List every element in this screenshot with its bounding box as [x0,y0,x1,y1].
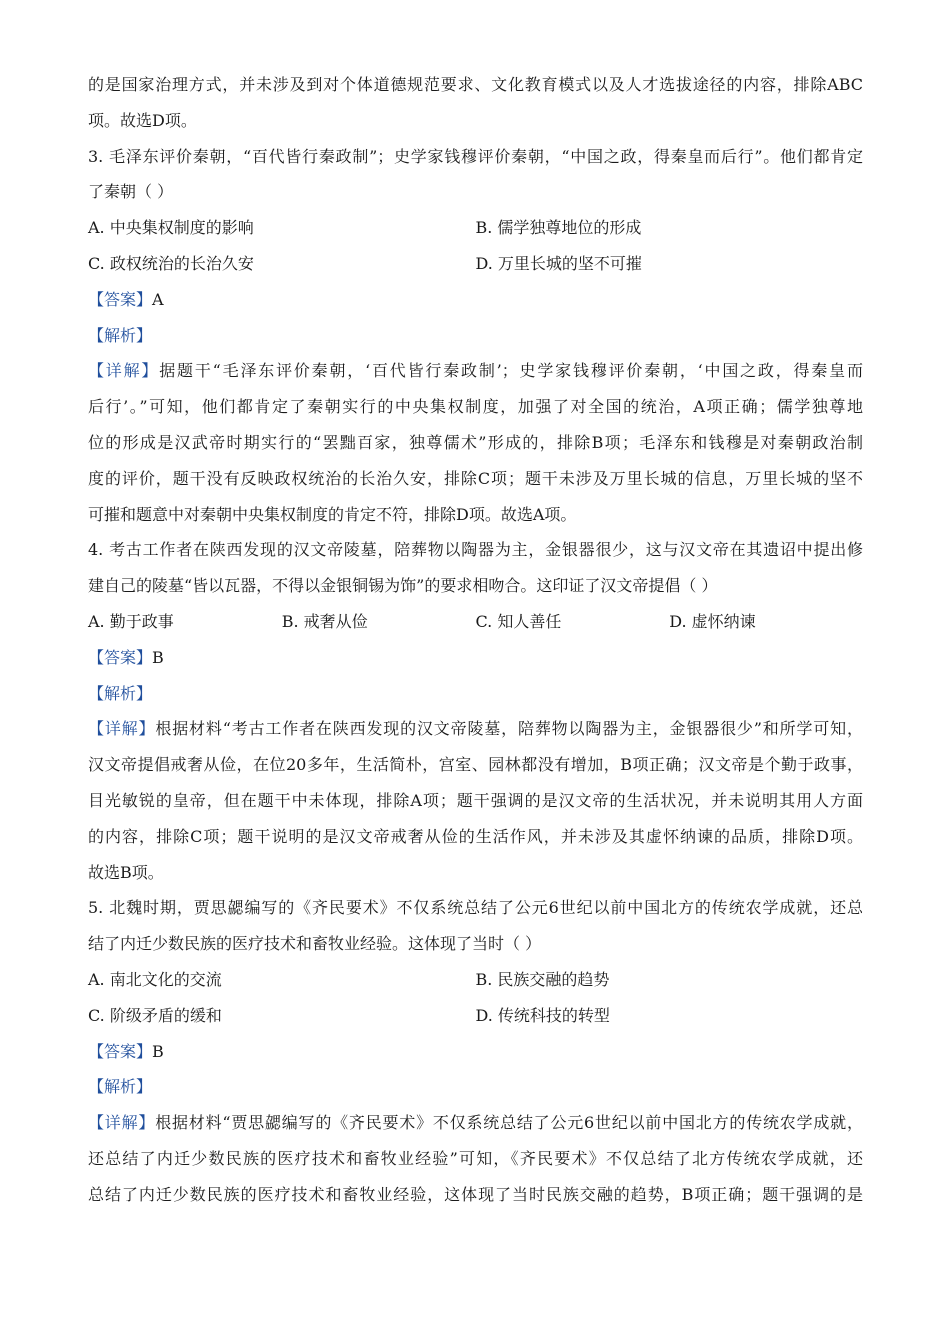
q5-answer-value: B [152,1041,164,1061]
q4-answer-tag: 【答案】 [88,647,153,667]
q3-detail-tag: 【详解】 [88,361,160,381]
q3-detail-line-4: 度的评价，题干没有反映政权统治的长治久安，排除C项；题干未涉及万里长城的信息，万里长城的坚不 [88,468,863,488]
q5-answer [88,1041,863,1077]
q4-option-b: B. 戒奢从俭 [281,611,368,631]
q4-detail-line-2: 汉文帝提倡戒奢从俭，在位20多年，生活简朴，宫室、园林都没有增加，B项正确；汉文帝是个勤于政事， [88,755,863,775]
q3-answer [88,289,863,325]
prev-analysis-line-2: 项。故选D项。 [88,110,197,130]
q5-option-a: A. 南北文化的交流 [88,969,222,989]
q5-option-d: D. 传统科技的转型 [475,1005,610,1025]
q3-option-b: B. 儒学独尊地位的形成 [475,218,642,238]
q4-detail-tag: 【详解】 [88,719,156,739]
q5-stem-line-2: 结了内迁少数民族的医疗技术和畜牧业经验。这体现了当时（ ） [88,934,542,954]
q4-option-c: C. 知人善任 [475,611,562,631]
q4-stem-line-2: 建自己的陵墓“皆以瓦器，不得以金银铜锡为饰”的要求相吻合。这印证了汉文帝提倡（ ） [88,576,718,596]
q3-detail-line-5: 可摧和题意中对秦朝中央集权制度的肯定不符，排除D项。故选A项。 [88,504,577,524]
q5-detail-tag: 【详解】 [88,1113,156,1133]
q4-stem-line-1: 4. 考古工作者在陕西发现的汉文帝陵墓，陪葬物以陶器为主，金银器很少，这与汉文帝在其遗诏中提出修 [88,540,863,560]
q5-stem-line-1: 5. 北魏时期，贾思勰编写的《齐民要术》不仅系统总结了公元6世纪以前中国北方的传统农学成就，还总 [88,898,863,918]
q4-detail-line-3: 目光敏锐的皇帝，但在题干中未体现，排除A项；题干强调的是汉文帝的生活状况，并未说明其用人方面 [88,790,863,810]
q4-option-a: A. 勤于政事 [88,611,174,631]
q5-answer-tag: 【答案】 [88,1041,153,1061]
prev-analysis-line-1: 的是国家治理方式，并未涉及到对个体道德规范要求、文化教育模式以及人才选拔途径的内容，排除ABC [88,75,863,94]
q3-detail-line-2: 后行’。”可知，他们都肯定了秦朝实行的中央集权制度，加强了对全国的统治，A项正确；儒学独尊地 [88,397,863,417]
q5-options-row-1 [88,969,863,1005]
q5-options-row-2 [88,1005,863,1041]
q3-options-row-2 [88,253,863,289]
q3-stem-line-2: 了秦朝（ ） [88,182,174,202]
document-page [88,74,863,1220]
q4-answer [88,647,863,683]
q4-option-d: D. 虚怀纳谏 [669,611,756,631]
q3-option-a: A. 中央集权制度的影响 [88,218,254,238]
q3-options-row-1 [88,217,863,253]
q3-option-c: C. 政权统治的长治久安 [88,253,254,273]
q4-detail-text-1: 根据材料“考古工作者在陕西发现的汉文帝陵墓，陪葬物以陶器为主，金银器很少”和所学可知， [155,719,863,739]
q5-detail-line-2: 还总结了内迁少数民族的医疗技术和畜牧业经验”可知，《齐民要术》不仅总结了北方传统农学成就，还 [88,1148,863,1168]
q4-detail-line-4: 的内容，排除C项；题干说明的是汉文帝戒奢从俭的生活作风，并未涉及其虚怀纳谏的品质，排除D项。 [88,826,863,846]
q3-analysis [88,325,863,361]
q5-analysis [88,1076,863,1112]
q5-analysis-tag: 【解析】 [88,1077,153,1097]
q4-answer-value: B [152,647,164,667]
q4-detail-line-5: 故选B项。 [88,862,164,882]
q3-analysis-tag: 【解析】 [88,325,153,345]
q3-detail-line-3: 位的形成是汉武帝时期实行的“罢黜百家，独尊儒术”形成的，排除B项；毛泽东和钱穆是对秦朝政治制 [88,432,863,452]
q3-detail-text-1: 据题干“毛泽东评价秦朝，‘百代皆行秦政制’；史学家钱穆评价秦朝，‘中国之政，得秦皇而 [159,361,863,381]
q3-detail-line-1 [88,360,863,396]
q4-detail-line-1 [88,718,863,754]
q3-answer-value: A [152,289,164,309]
q5-option-c: C. 阶级矛盾的缓和 [88,1005,222,1025]
q5-option-b: B. 民族交融的趋势 [475,969,610,989]
q3-stem-line-1: 3. 毛泽东评价秦朝，“百代皆行秦政制”；史学家钱穆评价秦朝，“中国之政，得秦皇而后行”。他们都肯定 [88,146,863,166]
q5-detail-text-1: 根据材料“贾思勰编写的《齐民要术》不仅系统总结了公元6世纪以前中国北方的传统农学成就， [155,1113,863,1133]
q5-detail-line-3: 总结了内迁少数民族的医疗技术和畜牧业经验，这体现了当时民族交融的趋势，B项正确；题干强调的是 [88,1184,863,1204]
q5-detail-line-1 [88,1112,863,1148]
q3-answer-tag: 【答案】 [88,289,153,309]
q4-analysis [88,683,863,719]
q4-options-row [88,611,863,647]
q3-option-d: D. 万里长城的坚不可摧 [475,253,642,273]
q4-analysis-tag: 【解析】 [88,683,153,703]
